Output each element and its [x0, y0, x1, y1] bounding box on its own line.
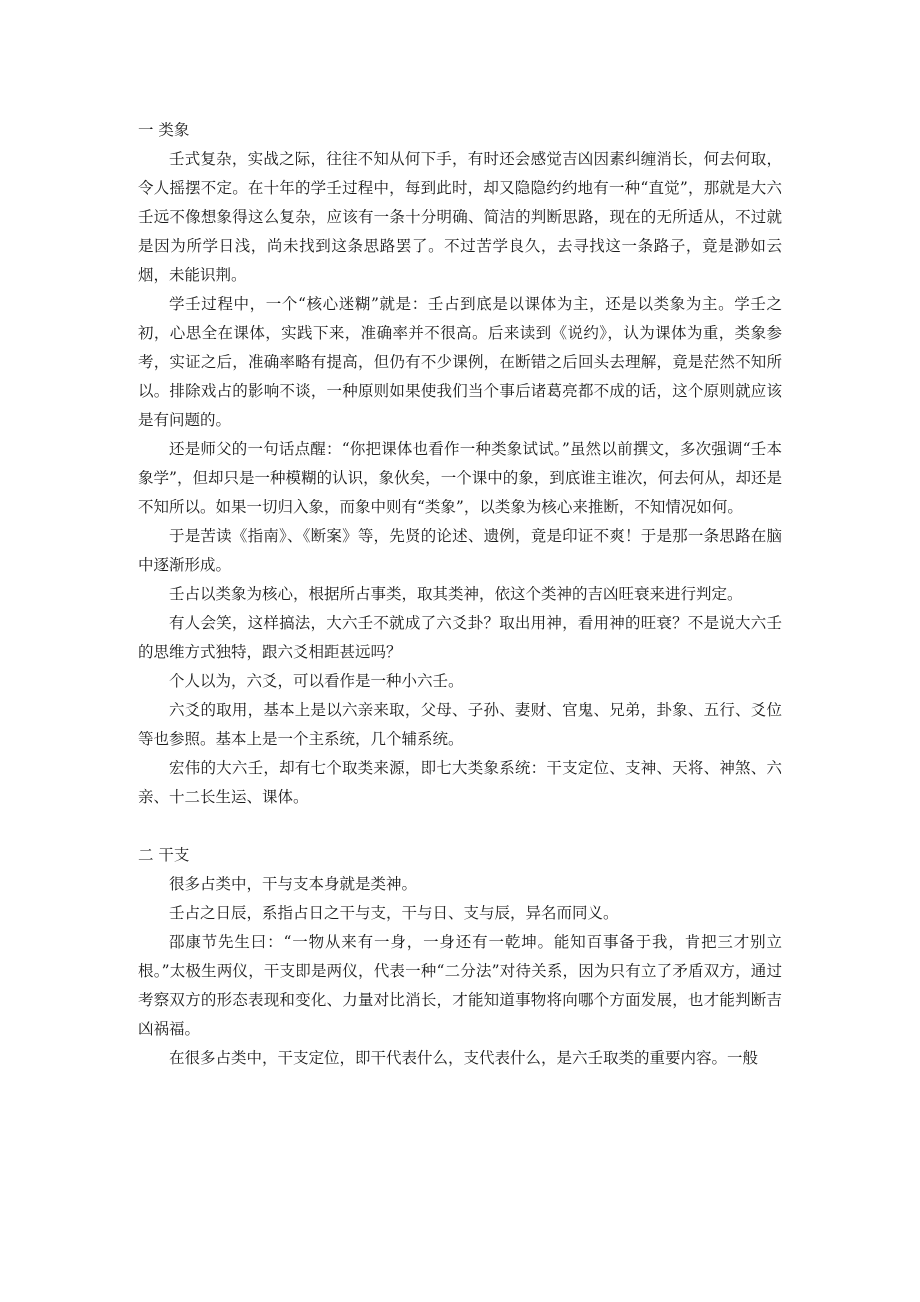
section-heading: 二 干支 — [138, 846, 190, 864]
paragraph: 宏伟的大六壬，却有七个取类来源，即七大类象系统：干支定位、支神、天将、神煞、六亲、十二长生运、课体。 — [138, 759, 782, 806]
paragraph: 壬式复杂，实战之际，往往不知从何下手，有时还会感觉吉凶因素纠缠消长，何去何取，令人摇摆不定。在十年的学壬过程中，每到此时，却又隐隐约约地有一种“直觉”，那就是大六壬远不像想象得这么复杂，应该有一条十分明确、简洁的判断思路，现在的无所适从，不过就是因为所学日浅，尚未找到这条思路罢了。不过苦学良久，去寻找这一条路子，竟是渺如云烟，未能识荆。 — [138, 150, 782, 284]
paragraph: 于是苦读《指南》、《断案》等，先贤的论述、遗例，竟是印证不爽！于是那一条思路在脑中逐渐形成。 — [138, 527, 782, 574]
paragraph: 学壬过程中，一个“核心迷糊”就是：壬占到底是以课体为主，还是以类象为主。学壬之初，心思全在课体，实践下来，准确率并不很高。后来读到《说约》，认为课体为重，类象参考，实证之后，准确率略有提高，但仍有不少课例，在断错之后回头去理解，竟是茫然不知所以。排除戏占的影响不谈，一种原则如果使我们当个事后诸葛亮都不成的话，这个原则就应该是有问题的。 — [138, 295, 782, 429]
paragraph: 很多占类中，干与支本身就是类神。 — [169, 875, 418, 893]
paragraph: 壬占之日辰，系指占日之干与支，干与日、支与辰，异名而同义。 — [169, 904, 619, 922]
section-ganzhi — [138, 841, 782, 1073]
paragraph: 个人以为，六爻，可以看作是一种小六壬。 — [169, 672, 464, 690]
paragraph: 邵康节先生曰：“一物从来有一身，一身还有一乾坤。能知百事备于我，肯把三才别立根。”太极生两仪，干支即是两仪，代表一种“二分法”对待关系，因为只有立了矛盾双方，通过考察双方的形态表现和变化、力量对比消长，才能知道事物将向哪个方面发展，也才能判断吉凶祸福。 — [138, 933, 782, 1038]
paragraph: 还是师父的一句话点醒：“你把课体也看作一种类象试试。”虽然以前撰文，多次强调“壬本象学”，但却只是一种模糊的认识，象伙矣，一个课中的象，到底谁主谁次，何去何从，却还是不知所以。如果一切归入象，而象中则有“类象”，以类象为核心来推断，不知情况如何。 — [138, 440, 782, 516]
paragraph: 壬占以类象为核心，根据所占事类，取其类神，依这个类神的吉凶旺衰来进行判定。 — [169, 585, 743, 603]
section-heading: 一 类象 — [138, 121, 190, 139]
paragraph: 有人会笑，这样搞法，大六壬不就成了六爻卦？取出用神，看用神的旺衰？不是说大六壬的思维方式独特，跟六爻相距甚远吗？ — [138, 614, 782, 661]
paragraph: 六爻的取用，基本上是以六亲来取，父母、子孙、妻财、官鬼、兄弟，卦象、五行、爻位等也参照。基本上是一个主系统，几个辅系统。 — [138, 701, 782, 748]
section-leixiang — [138, 116, 782, 812]
section-divider — [138, 812, 782, 841]
paragraph: 在很多占类中，干支定位，即干代表什么，支代表什么，是六壬取类的重要内容。一般 — [169, 1049, 759, 1067]
document-page — [138, 116, 782, 1073]
